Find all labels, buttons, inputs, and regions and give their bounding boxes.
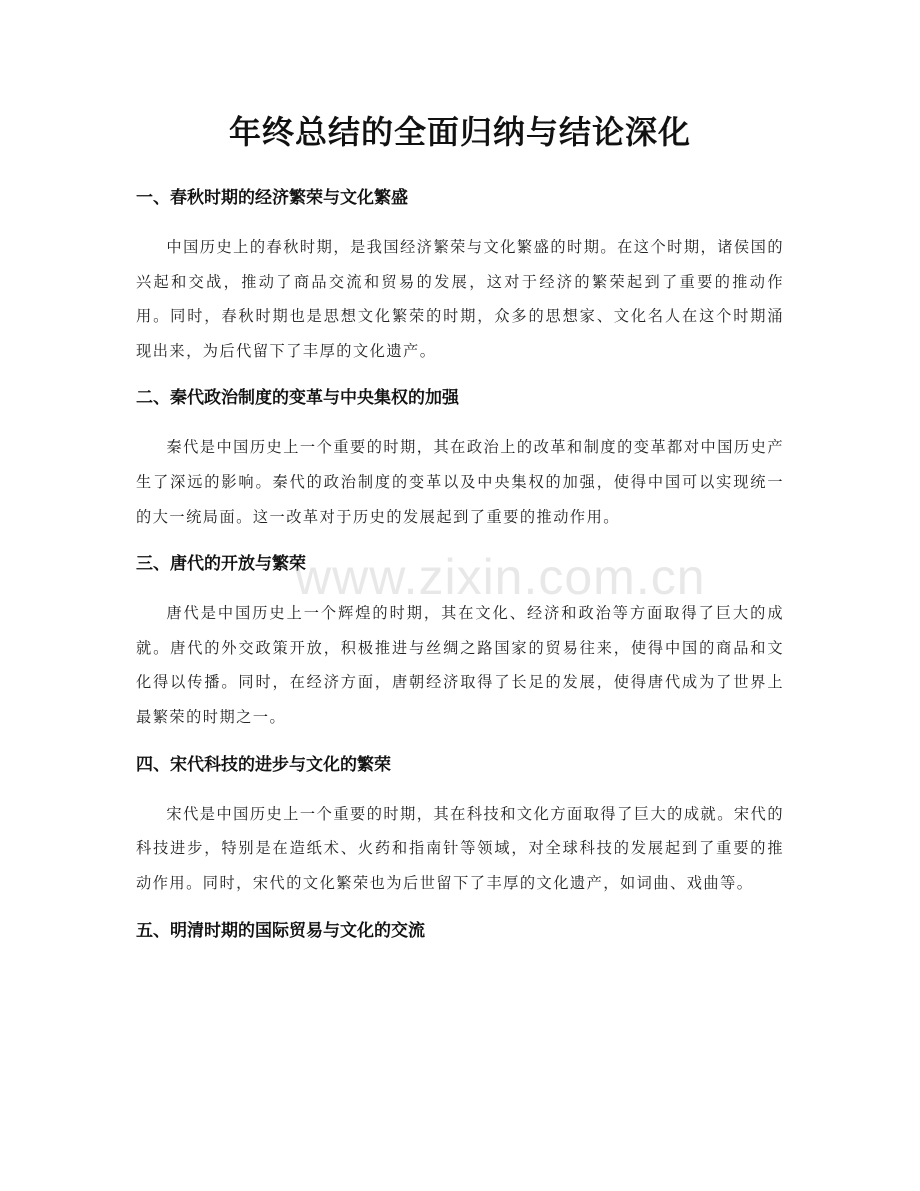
section-heading-4: 四、宋代科技的进步与文化的繁荣: [136, 754, 391, 775]
section-heading-5: 五、明清时期的国际贸易与文化的交流: [136, 921, 425, 942]
site-watermark: www.zixin.com.cn: [295, 549, 706, 605]
section-heading-2: 二、秦代政治制度的变革与中央集权的加强: [136, 388, 459, 409]
section-heading-3: 三、唐代的开放与繁荣: [136, 554, 306, 575]
section-paragraph-4: 宋代是中国历史上一个重要的时期，其在科技和文化方面取得了巨大的成就。宋代的科技进步，特别是在造纸术、火药和指南针等领域，对全球科技的发展起到了重要的推动作用。同时，宋代的文化繁荣也为后世留下了丰厚的文化遗产，如词曲、戏曲等。: [136, 804, 784, 892]
section-heading-1: 一、春秋时期的经济繁荣与文化繁盛: [136, 188, 408, 208]
section-paragraph-3: 唐代是中国历史上一个辉煌的时期，其在文化、经济和政治等方面取得了巨大的成就。唐代的外交政策开放，积极推进与丝绸之路国家的贸易往来，使得中国的商品和文化得以传播。同时，在经济方面，唐朝经济取得了长足的发展，使得唐代成为了世界上最繁荣的时期之一。: [136, 604, 784, 726]
section-paragraph-1: 中国历史上的春秋时期，是我国经济繁荣与文化繁盛的时期。在这个时期，诸侯国的兴起和交战，推动了商品交流和贸易的发展，这对于经济的繁荣起到了重要的推动作用。同时，春秋时期也是思想文化繁荣的时期，众多的思想家、文化名人在这个时期涌现出来，为后代留下了丰厚的文化遗产。: [136, 238, 784, 360]
section-paragraph-2: 秦代是中国历史上一个重要的时期，其在政治上的改革和制度的变革都对中国历史产生了深远的影响。秦代的政治制度的变革以及中央集权的加强，使得中国可以实现统一的大一统局面。这一改革对于历史的发展起到了重要的推动作用。: [136, 438, 784, 526]
document-title: 年终总结的全面归纳与结论深化: [228, 113, 691, 151]
